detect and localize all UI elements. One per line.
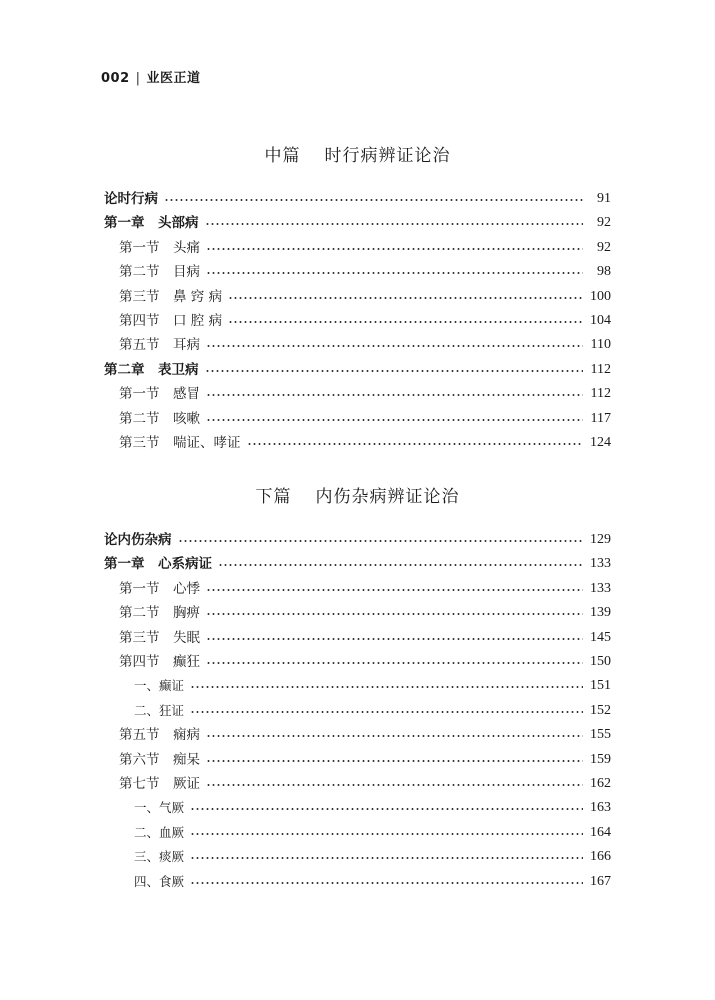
- toc-page-number: 91: [597, 191, 611, 206]
- toc-entry-label: 第四节 口 腔 病: [119, 313, 223, 329]
- toc-entry: [134, 846, 611, 868]
- part-heading: 时行病辨证论治: [324, 146, 451, 166]
- toc-entry: [119, 383, 611, 405]
- toc-entry-label: 第一节 感冒: [119, 386, 200, 403]
- dot-leader: [206, 784, 583, 786]
- toc-entry-label: 第六节 痴呆: [119, 751, 200, 768]
- toc-entry: [119, 602, 611, 624]
- toc-entry-label: 第五节 痫病: [119, 727, 200, 744]
- toc-entry: [119, 286, 611, 308]
- toc-entry: [119, 310, 611, 332]
- toc-entry-label: 第二章 表卫病: [104, 361, 199, 378]
- toc-entry: [134, 797, 611, 819]
- part-heading: 内伤杂病辨证论治: [315, 487, 460, 507]
- toc-page-number: 112: [590, 361, 611, 377]
- toc-entry: [104, 529, 611, 551]
- part-label: 中篇: [264, 146, 301, 166]
- dot-leader: [178, 540, 584, 542]
- dot-leader: [190, 711, 583, 713]
- toc-entry-label: 二、狂证: [134, 702, 185, 718]
- dot-leader: [206, 272, 583, 274]
- toc-page-number: 145: [590, 629, 611, 645]
- dot-leader: [247, 443, 584, 445]
- toc-entry: [104, 212, 611, 234]
- toc-page-number: 152: [590, 702, 611, 718]
- header-separator: |: [135, 71, 141, 86]
- dot-leader: [190, 882, 583, 884]
- dot-leader: [205, 223, 584, 225]
- toc-page-number: 150: [590, 654, 611, 669]
- toc-entry-label: 论时行病: [104, 191, 158, 207]
- toc-page-number: 124: [590, 435, 611, 450]
- toc-page-number: 112: [590, 386, 611, 402]
- toc-entry-label: 第二节 胸痹: [119, 605, 200, 622]
- dot-leader: [228, 297, 583, 299]
- toc-entry: [119, 432, 611, 454]
- toc-entry-label: 第三节 失眠: [119, 629, 200, 646]
- dot-leader: [190, 808, 583, 810]
- toc-page-number: 100: [590, 288, 611, 304]
- dot-leader: [206, 345, 583, 347]
- toc-entry: [119, 627, 611, 649]
- toc-entry-label: 第三节 鼻 窍 病: [119, 288, 223, 305]
- toc-page-number: 129: [590, 532, 611, 547]
- toc-entry-label: 一、气厥: [134, 800, 185, 816]
- dot-leader: [164, 199, 583, 201]
- book-title: 业医正道: [146, 71, 201, 86]
- toc-page-number: 155: [590, 727, 611, 743]
- dot-leader: [205, 370, 584, 372]
- toc-entry-label: 第一章 头部病: [104, 215, 199, 232]
- toc-entry-label: 一、癫证: [134, 678, 185, 694]
- dot-leader: [190, 857, 583, 859]
- toc-page-number: 159: [590, 751, 611, 767]
- toc-page-number: 92: [597, 239, 611, 255]
- toc-entry-label: 论内伤杂病: [104, 532, 172, 548]
- toc-entry-label: 第四节 癫狂: [119, 654, 200, 670]
- toc-entry: [104, 359, 611, 381]
- toc-entry: [134, 871, 611, 893]
- toc-entry-label: 第五节 耳病: [119, 337, 200, 354]
- toc-entry: [104, 553, 611, 575]
- toc-entry-label: 二、血厥: [134, 824, 185, 840]
- dot-leader: [206, 394, 583, 396]
- toc-entry: [119, 237, 611, 259]
- toc-entry: [119, 261, 611, 283]
- part-label: 下篇: [255, 487, 292, 507]
- dot-leader: [206, 638, 583, 640]
- dot-leader: [206, 613, 583, 615]
- toc-entry-label: 第七节 厥证: [119, 776, 200, 792]
- toc-page-number: 167: [590, 873, 611, 889]
- toc-entry: [119, 773, 611, 795]
- toc-entry-label: 第三节 喘证、哮证: [119, 435, 241, 451]
- toc-entry: [104, 188, 611, 210]
- toc-entry-label: 四、食厥: [134, 873, 185, 889]
- toc-page-number: 98: [597, 264, 611, 280]
- toc-entry: [119, 578, 611, 600]
- toc-entry-label: 第一章 心系病证: [104, 556, 212, 573]
- toc-page-number: 133: [590, 556, 611, 572]
- toc-entry: [119, 651, 611, 673]
- dot-leader: [206, 662, 583, 664]
- toc-page-number: 139: [590, 605, 611, 621]
- toc-page-number: 92: [597, 215, 611, 231]
- toc-entry-label: 第一节 心悸: [119, 580, 200, 597]
- dot-leader: [206, 735, 583, 737]
- toc-page-number: 117: [590, 410, 611, 426]
- toc-page-number: 110: [590, 337, 611, 353]
- toc-page-number: 133: [590, 580, 611, 596]
- toc-entry: [119, 408, 611, 430]
- toc-entry-label: 第二节 目病: [119, 264, 200, 281]
- toc-page-number: 166: [590, 849, 611, 865]
- toc-page-number: 163: [590, 800, 611, 816]
- dot-leader: [190, 686, 583, 688]
- dot-leader: [206, 589, 583, 591]
- toc-page-number: 164: [590, 824, 611, 840]
- toc-entry-label: 第二节 咳嗽: [119, 410, 200, 427]
- toc-page-number: 151: [590, 678, 611, 694]
- page-number: 002: [101, 71, 130, 86]
- toc-entry: [134, 675, 611, 697]
- toc-entry: [119, 334, 611, 356]
- toc-entry-label: 三、痰厥: [134, 849, 185, 865]
- toc-entry: [134, 822, 611, 844]
- toc-entry: [119, 724, 611, 746]
- toc-entry: [134, 700, 611, 722]
- dot-leader: [206, 419, 583, 421]
- toc-page-number: 162: [590, 776, 611, 791]
- toc-entry-label: 第一节 头痛: [119, 239, 200, 256]
- dot-leader: [228, 321, 583, 323]
- dot-leader: [206, 248, 583, 250]
- dot-leader: [190, 833, 583, 835]
- dot-leader: [218, 564, 583, 566]
- toc-page-number: 104: [590, 313, 611, 328]
- dot-leader: [206, 760, 583, 762]
- toc-entry: [119, 749, 611, 771]
